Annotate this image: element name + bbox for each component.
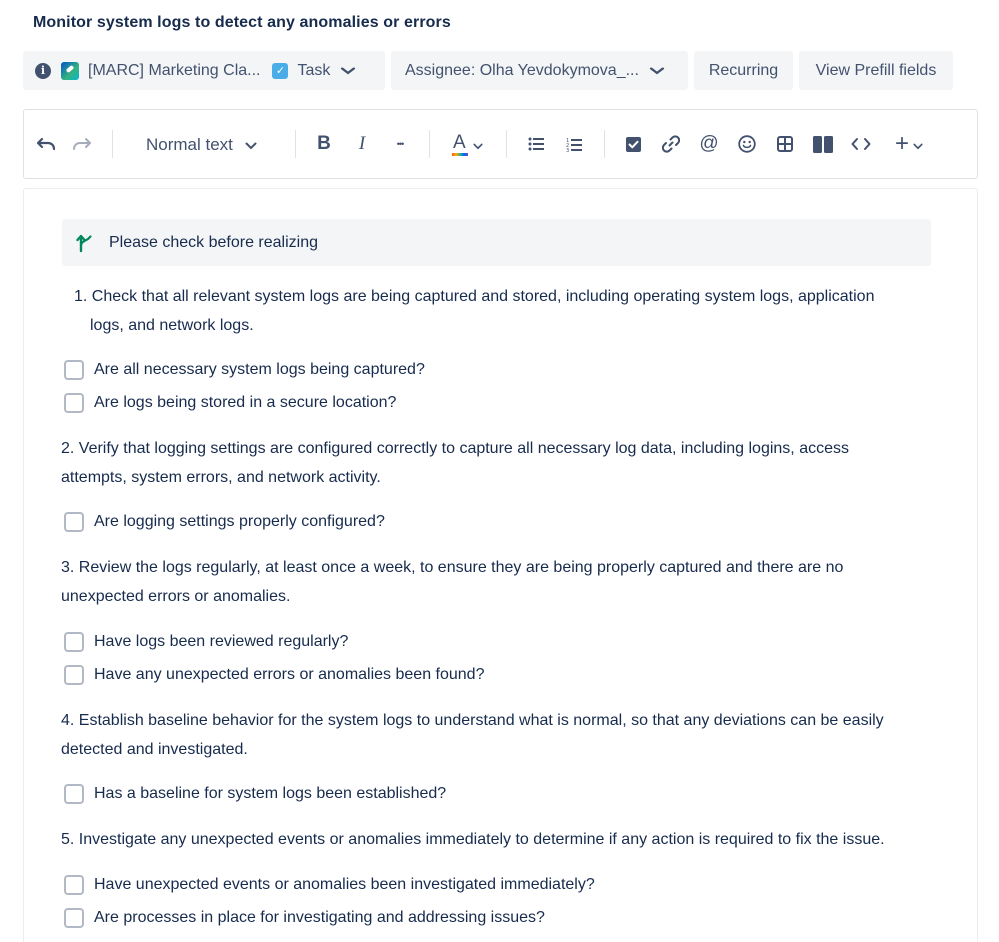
chevron-down-icon: [245, 135, 257, 155]
step-2-line-2: attempts, system errors, and network activity.: [61, 469, 381, 486]
assignee-label: Assignee: Olha Yevdokymova_...: [405, 61, 639, 79]
checklist-item[interactable]: [64, 511, 385, 533]
task-type-icon: ✓: [272, 63, 288, 79]
step-1-line-2: logs, and network logs.: [90, 317, 254, 334]
editor-toolbar: [23, 109, 978, 179]
page-title: Monitor system logs to detect any anomalies or errors: [33, 14, 451, 31]
insert-more-dropdown[interactable]: [889, 130, 929, 158]
text-style-label: Normal text: [146, 135, 233, 154]
list-number: 1.: [74, 288, 88, 305]
chevron-down-icon: [649, 63, 665, 78]
step-1-paragraph: [74, 282, 934, 340]
checklist-label: Have any unexpected errors or anomalies been found?: [94, 666, 485, 683]
action-item-icon[interactable]: [621, 132, 645, 156]
checkbox[interactable]: [64, 393, 84, 413]
svg-text:1: 1: [566, 137, 570, 144]
step-5-paragraph: [61, 825, 961, 854]
step-4-line-1: 4. Establish baseline behavior for the system logs to understand what is normal, so that any deviations can be easily: [61, 712, 884, 729]
checklist-item[interactable]: [64, 907, 545, 929]
checkbox[interactable]: [64, 875, 84, 895]
redo-icon[interactable]: [70, 132, 94, 156]
toolbar-divider: [295, 130, 296, 158]
undo-icon[interactable]: [34, 132, 58, 156]
code-icon[interactable]: [849, 132, 873, 156]
project-avatar-icon: [61, 62, 79, 80]
info-panel: [62, 219, 931, 266]
checklist-item[interactable]: [64, 664, 484, 686]
step-3-line-1: 3. Review the logs regularly, at least once a week, to ensure they are being properly captured and there are no: [61, 559, 844, 576]
checkbox[interactable]: [64, 512, 84, 532]
step-2-paragraph: [61, 434, 941, 492]
bold-button[interactable]: B: [317, 133, 331, 154]
step-1-line-1: Check that all relevant system logs are being captured and stored, including operating system logs, application: [91, 288, 875, 305]
toolbar-divider: [604, 130, 605, 158]
assignee-selector[interactable]: [391, 51, 688, 90]
view-prefill-fields-button[interactable]: View Prefill fields: [799, 51, 953, 90]
link-icon[interactable]: [659, 132, 683, 156]
checklist-item[interactable]: [64, 631, 348, 653]
italic-button[interactable]: I: [358, 133, 366, 154]
step-2-line-1: 2. Verify that logging settings are configured correctly to capture all necessary log data, including logins, access: [61, 440, 849, 457]
layout-columns-icon[interactable]: [811, 132, 835, 156]
more-formatting-button[interactable]: •••: [396, 139, 404, 149]
recurring-button[interactable]: Recurring: [694, 51, 793, 90]
panel-text: Please check before realizing: [109, 233, 319, 251]
info-icon[interactable]: i: [35, 63, 51, 79]
bullet-list-icon[interactable]: [524, 132, 548, 156]
checkbox[interactable]: [64, 360, 84, 380]
checklist-item[interactable]: [64, 392, 396, 414]
checklist-label: Are all necessary system logs being captured?: [94, 361, 425, 378]
chevron-down-icon: [473, 134, 483, 155]
checklist-item[interactable]: [64, 874, 595, 896]
toolbar-divider: [112, 130, 113, 158]
checklist-item[interactable]: [64, 783, 446, 805]
checkbox[interactable]: [64, 632, 84, 652]
toolbar-divider: [429, 130, 430, 158]
checklist-label: Have logs been reviewed regularly?: [94, 633, 349, 650]
issue-meta-bar: [23, 51, 953, 90]
toolbar-divider: [506, 130, 507, 158]
numbered-list-icon[interactable]: [562, 132, 586, 156]
checklist-label: Are processes in place for investigating and addressing issues?: [94, 909, 545, 926]
checkbox[interactable]: [64, 784, 84, 804]
issue-type-label: Task: [297, 61, 331, 79]
step-5-line-1: 5. Investigate any unexpected events or anomalies immediately to determine if any action is required to fix the issue.: [61, 831, 885, 848]
svg-text:3: 3: [566, 147, 570, 152]
project-selector[interactable]: [23, 51, 385, 90]
text-color-icon: A: [451, 132, 469, 156]
chevron-down-icon: [341, 63, 357, 78]
checklist-label: Are logs being stored in a secure location?: [94, 394, 397, 411]
emoji-icon[interactable]: [735, 132, 759, 156]
project-name: [MARC] Marketing Cla...: [88, 61, 261, 79]
chevron-down-icon: [913, 134, 923, 155]
checklist-label: Have unexpected events or anomalies been investigated immediately?: [94, 876, 595, 893]
branch-icon: [75, 232, 97, 254]
checklist-label: Has a baseline for system logs been established?: [94, 785, 447, 802]
checkbox[interactable]: [64, 908, 84, 928]
svg-text:2: 2: [566, 142, 570, 149]
step-4-line-2: detected and investigated.: [61, 741, 248, 758]
text-color-dropdown[interactable]: [447, 130, 487, 158]
plus-icon: +: [894, 130, 909, 157]
step-3-line-2: unexpected errors or anomalies.: [61, 588, 291, 605]
checklist-item[interactable]: [64, 359, 425, 381]
checkbox[interactable]: [64, 665, 84, 685]
step-4-paragraph: [61, 706, 941, 764]
text-style-dropdown[interactable]: [146, 133, 257, 157]
table-icon[interactable]: [773, 132, 797, 156]
checklist-label: Are logging settings properly configured?: [94, 513, 385, 530]
mention-icon[interactable]: @: [699, 133, 719, 154]
step-3-paragraph: [61, 553, 941, 611]
